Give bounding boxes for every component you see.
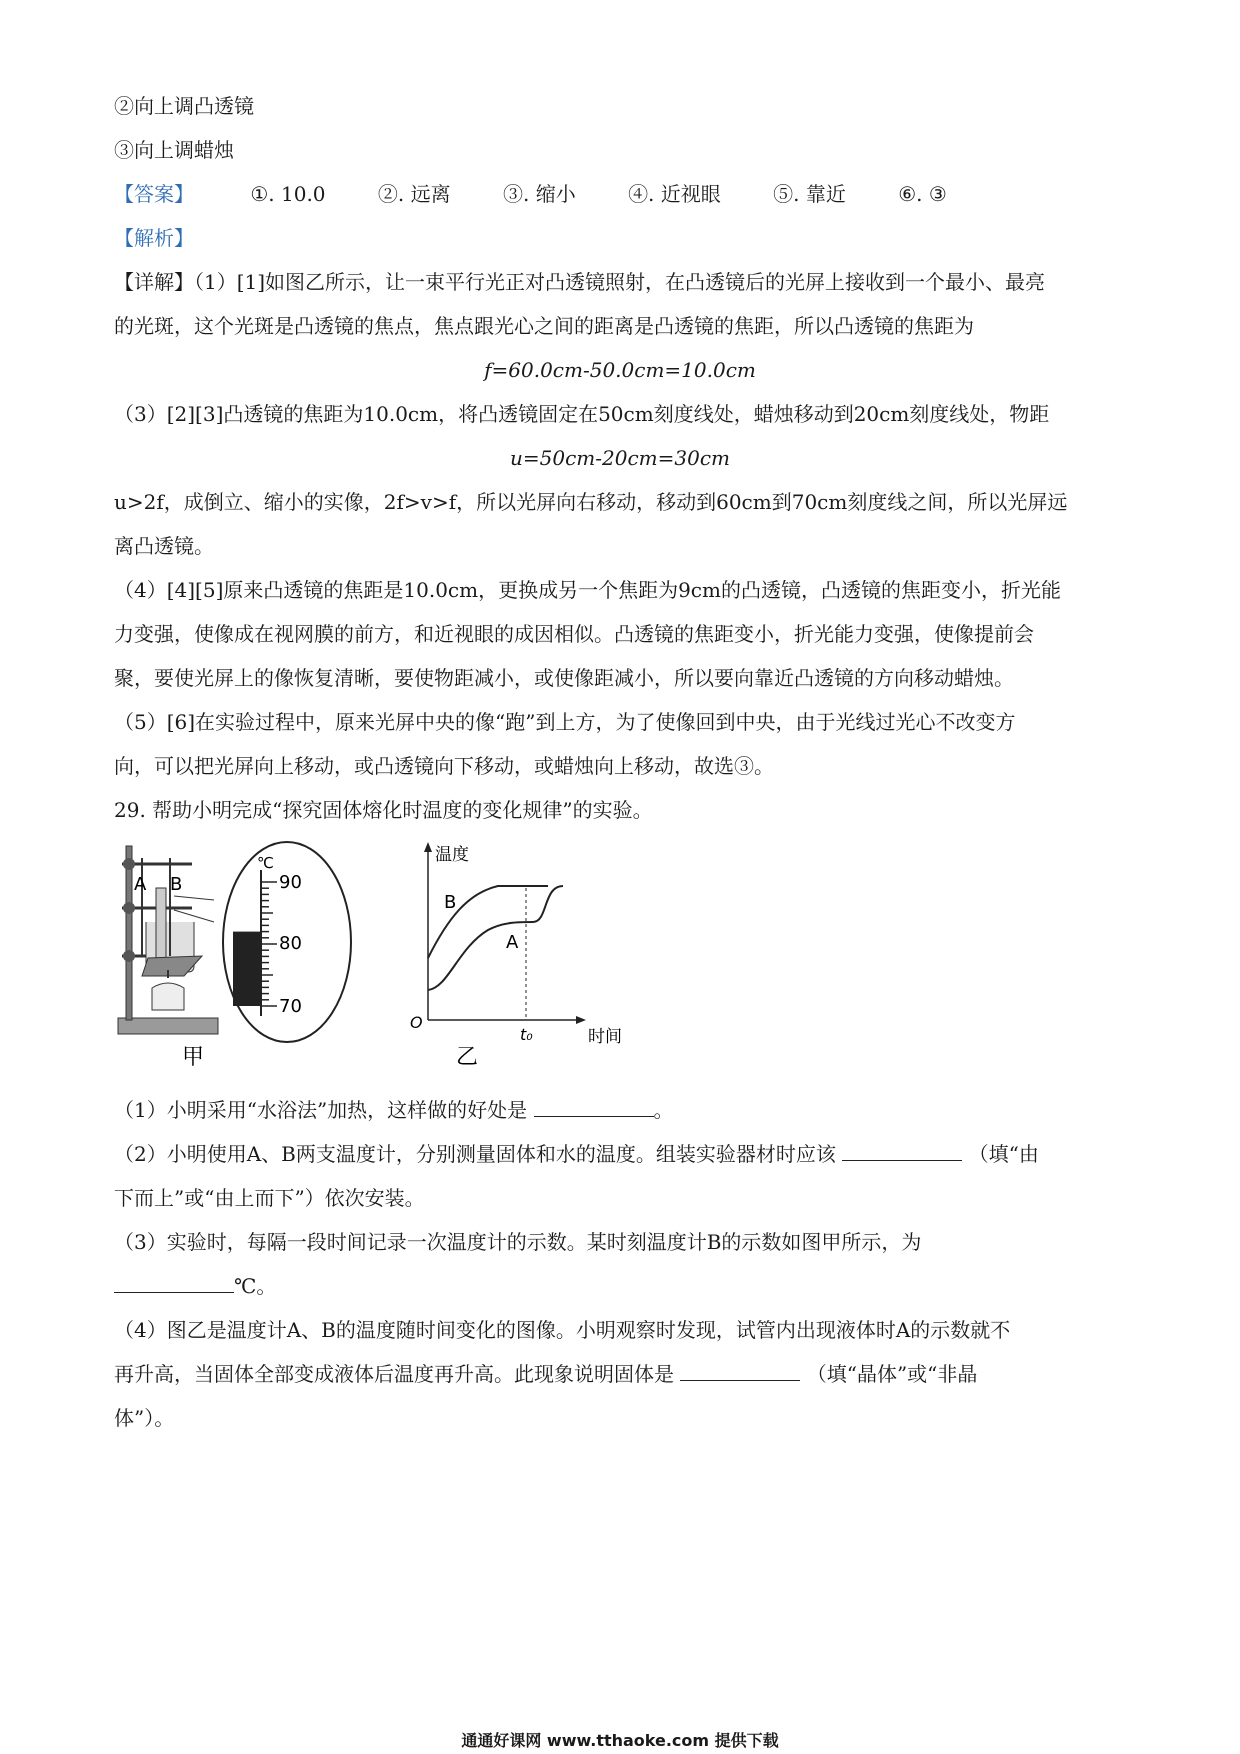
detail-p4-line2: 力变强，使像成在视网膜的前方，和近视眼的成因相似。凸透镜的焦距变小，折光能力变强，使像提前会 (114, 622, 1034, 646)
figure-yi-graph (408, 838, 648, 1068)
curve-b-label: B (444, 892, 457, 913)
answer-item: ②. 远离 (377, 182, 451, 206)
answer-label: 【答案】 (114, 182, 194, 206)
detail-p1-line1: 【详解】（1）[1]如图乙所示，让一束平行光正对凸透镜照射，在凸透镜后的光屏上接收到一个最小、最亮 (114, 270, 1046, 294)
answer-blank-4[interactable] (680, 1360, 800, 1381)
answer-item: ⑥. ③ (898, 182, 947, 206)
t0-label: t₀ (520, 1025, 533, 1044)
figure-yi-caption: 乙 (456, 1045, 479, 1068)
tick-80: 80 (279, 933, 302, 954)
detail-p3-line3: 离凸透镜。 (114, 534, 214, 558)
q29-sub4-line2: 再升高，当固体全部变成液体后温度再升高。此现象说明固体是 （填“晶体”或“非晶 (114, 1362, 978, 1386)
answer-item: ⑤. 靠近 (773, 182, 846, 206)
origin-label: O (410, 1013, 423, 1032)
q29-sub4-line3: 体”）。 (114, 1406, 175, 1430)
curve-a-label: A (506, 932, 519, 953)
detail-p5-line2: 向，可以把光屏向上移动，或凸透镜向下移动，或蜡烛向上移动，故选③。 (114, 754, 774, 778)
detail-p5-line1: （5）[6]在实验过程中，原来光屏中央的像“跑”到上方，为了使像回到中央，由于光线过光心不改变方 (114, 710, 1016, 734)
answer-blank-1[interactable] (534, 1096, 654, 1117)
q29-sub3-line2: ℃。 (114, 1272, 276, 1300)
page-footer: 通通好课网 www.tthaoke.com 提供下载 (461, 1731, 779, 1750)
answer-row (114, 180, 993, 208)
tick-70: 70 (279, 996, 302, 1017)
answer-item: ③. 缩小 (502, 182, 576, 206)
analysis-label: 【解析】 (114, 226, 194, 250)
x-axis-label: 时间 (588, 1027, 622, 1047)
detail-p3-line1: （3）[2][3]凸透镜的焦距为10.0cm，将凸透镜固定在50cm刻度线处，蜡烛移动到20cm刻度线处，物距 (114, 402, 1050, 426)
celsius-unit: ℃ (257, 854, 274, 872)
q29-sub4: （4）图乙是温度计A、B的温度随时间变化的图像。小明观察时发现，试管内出现液体时A的示数就不 (114, 1318, 1011, 1342)
formula-object-distance: u=50cm-20cm=30cm (510, 446, 730, 470)
thermometer-a-label: A (134, 874, 147, 895)
q29-sub2: （2）小明使用A、B两支温度计，分别测量固体和水的温度。组装实验器材时应该 （填“由 (114, 1142, 1039, 1166)
detail-p1-line2: 的光斑，这个光斑是凸透镜的焦点，焦点跟光心之间的距离是凸透镜的焦距，所以凸透镜的焦距为 (114, 314, 974, 338)
detail-p4-line3: 聚，要使光屏上的像恢复清晰，要使物距减小，或使像距减小，所以要向靠近凸透镜的方向移动蜡烛。 (114, 666, 1014, 690)
thermometer-mercury (233, 932, 261, 1006)
thermometer-b-label: B (170, 874, 183, 895)
figure-jia-caption: 甲 (182, 1045, 205, 1068)
q29-sub3: （3）实验时，每隔一段时间记录一次温度计的示数。某时刻温度计B的示数如图甲所示，为 (114, 1230, 922, 1254)
q29-sub1: （1）小明采用“水浴法”加热，这样做的好处是 。 (114, 1098, 674, 1122)
option-3: ③向上调蜡烛 (114, 138, 234, 162)
y-axis-label: 温度 (435, 845, 469, 865)
formula-focal-length: f=60.0cm-50.0cm=10.0cm (484, 358, 756, 382)
option-2: ②向上调凸透镜 (114, 94, 254, 118)
detail-p4-line1: （4）[4][5]原来凸透镜的焦距是10.0cm，更换成另一个焦距为9cm的凸透镜，凸透镜的焦距变小，折光能 (114, 578, 1061, 602)
answer-blank-3[interactable] (114, 1272, 234, 1293)
answer-blank-2[interactable] (842, 1140, 962, 1161)
figure-jia-apparatus (112, 838, 372, 1068)
q29-sub2-line2: 下而上”或“由上而下”）依次安装。 (114, 1186, 425, 1210)
answer-item: ①. 10.0 (250, 182, 326, 206)
tick-90: 90 (279, 872, 302, 893)
detail-p3-line2: u>2f，成倒立、缩小的实像，2f>v>f，所以光屏向右移动，移动到60cm到70cm刻度线之间，所以光屏远 (114, 490, 1068, 514)
answer-item: ④. 近视眼 (628, 182, 721, 206)
question-29-title: 29. 帮助小明完成“探究固体熔化时温度的变化规律”的实验。 (114, 798, 653, 822)
